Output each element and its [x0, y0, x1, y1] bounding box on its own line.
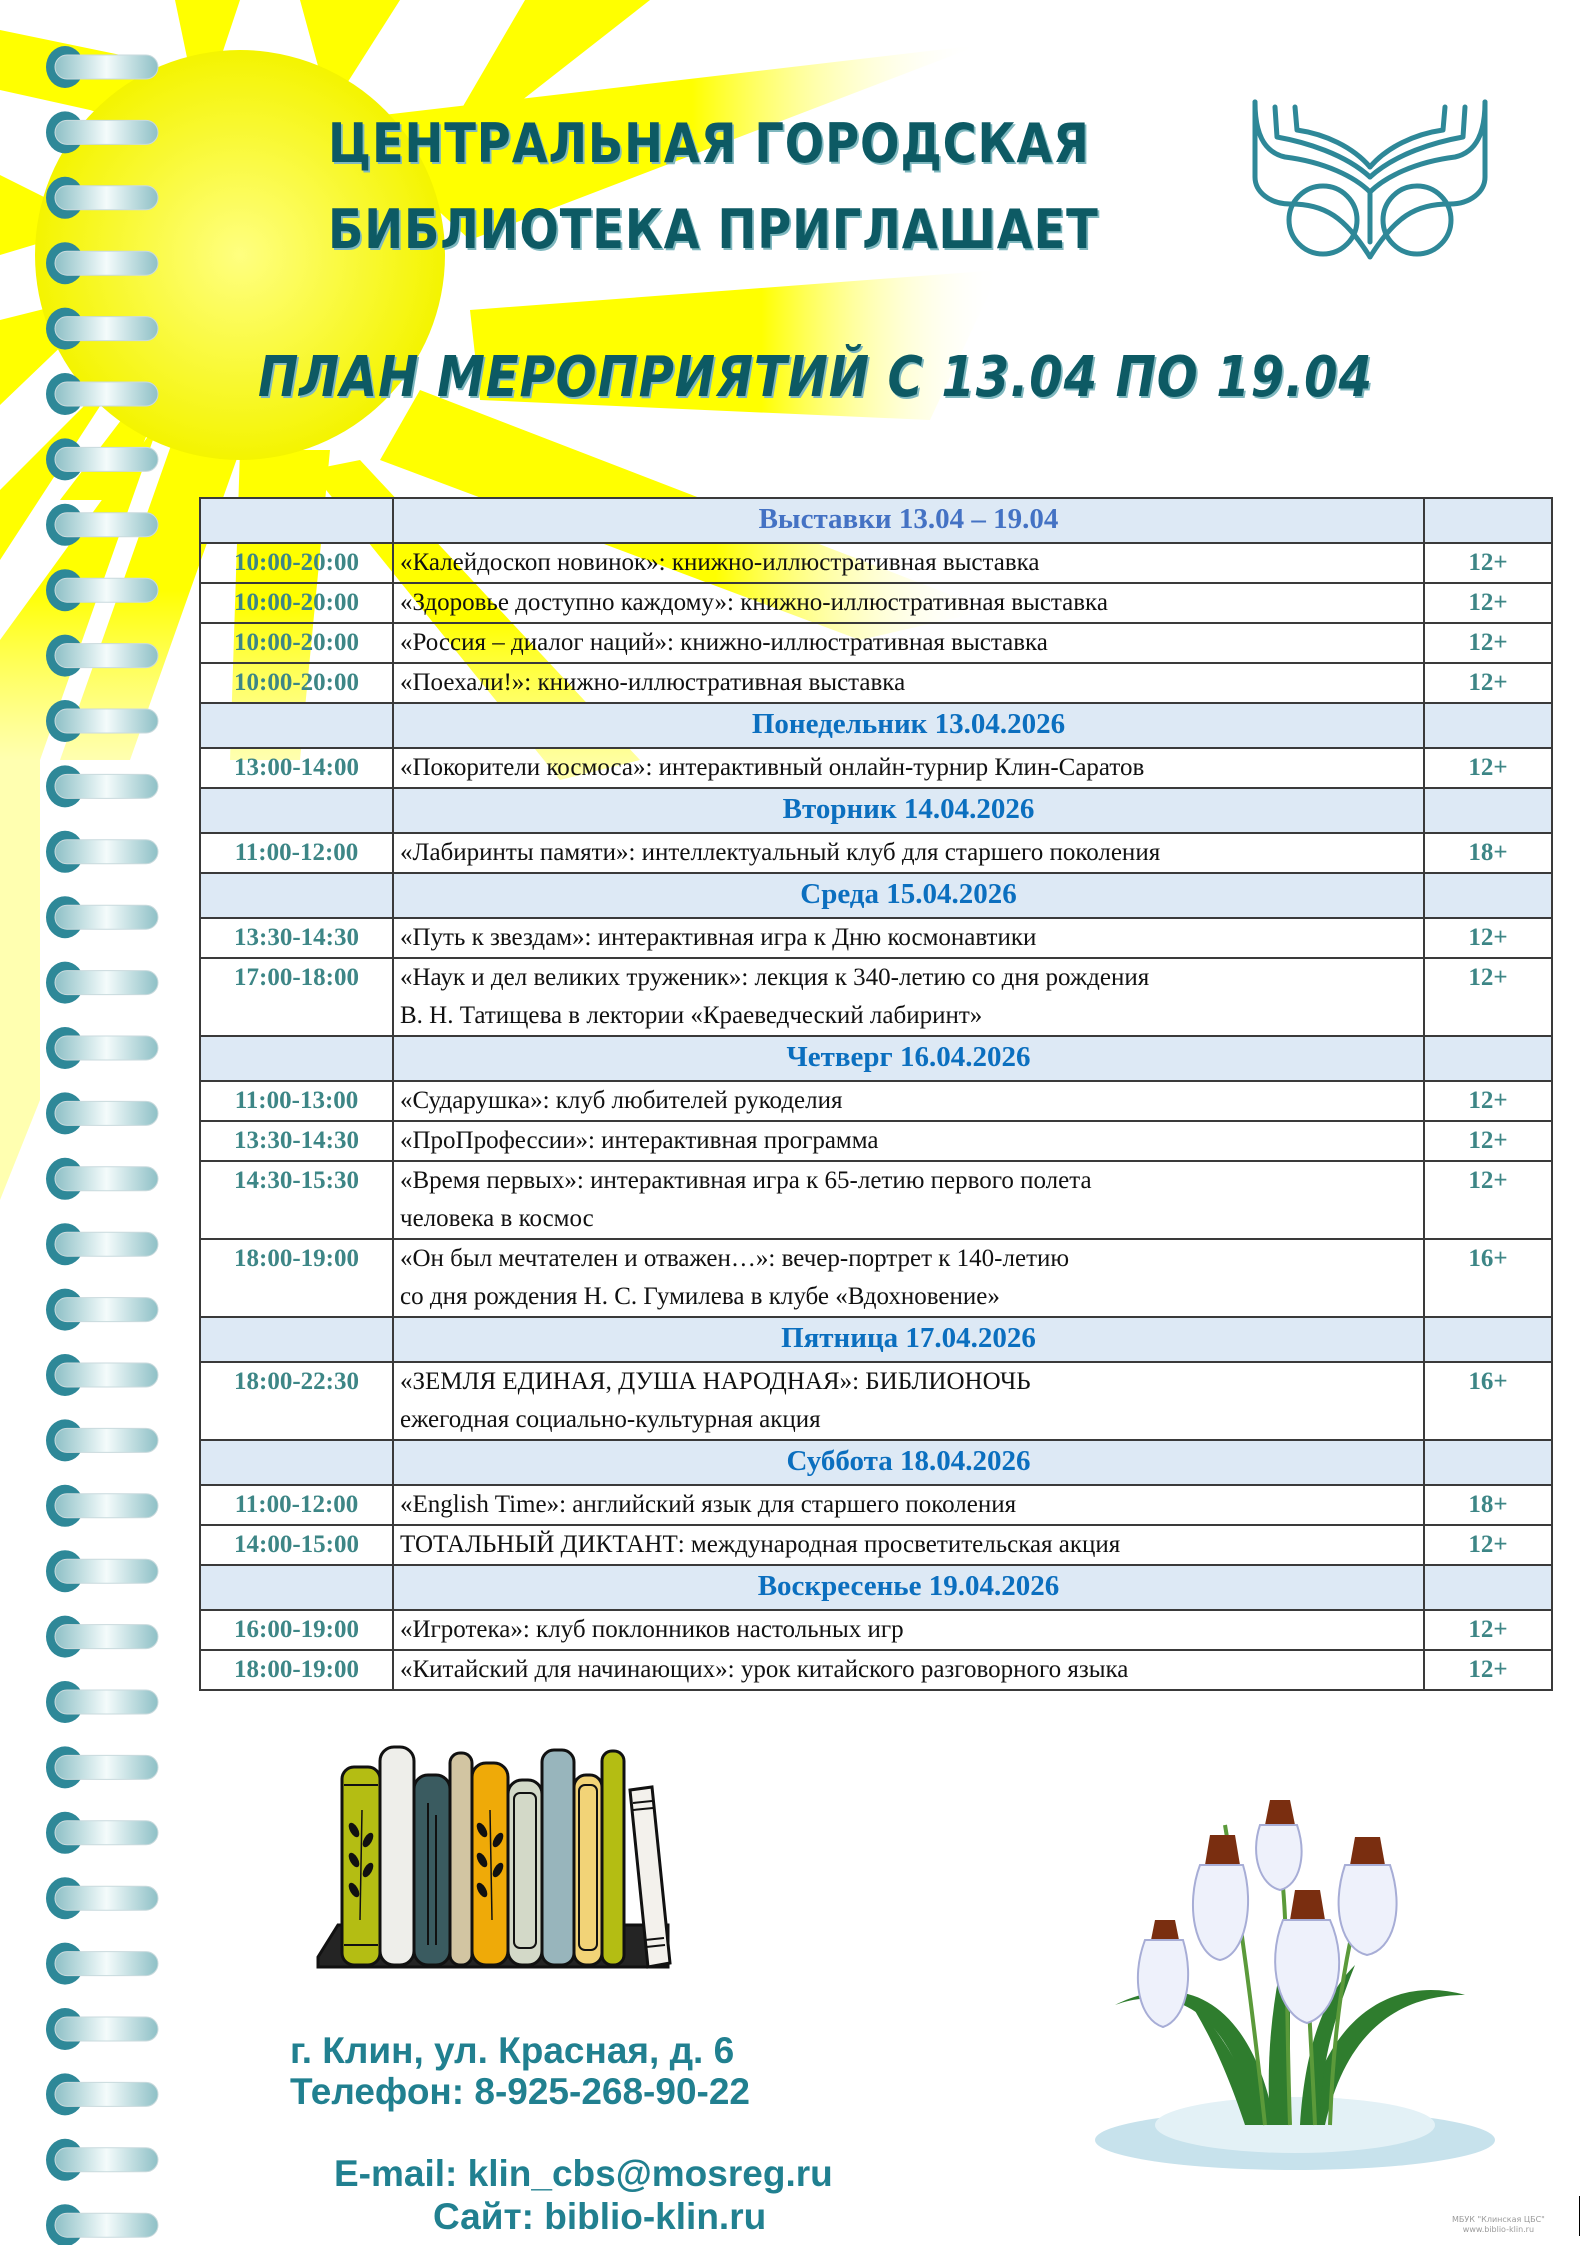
- event-age-rating: 12+: [1424, 663, 1552, 703]
- section-header-empty-cell: [1424, 1565, 1552, 1610]
- spiral-ring-icon: [46, 1158, 158, 1200]
- library-logo-icon: [1245, 92, 1505, 272]
- event-age-rating: 12+: [1424, 583, 1552, 623]
- event-time: 17:00-18:00: [200, 958, 393, 1036]
- bookshelf-illustration-icon: [300, 1735, 800, 2013]
- event-description: [393, 1362, 1424, 1440]
- section-header-row: [200, 1440, 1552, 1485]
- section-heading: Воскресенье 19.04.2026: [393, 1565, 1424, 1610]
- event-description-line: «Время первых»: интерактивная игра к 65-летию первого полета: [400, 1167, 1092, 1194]
- event-description-line: «ЗЕМЛЯ ЕДИНАЯ, ДУША НАРОДНАЯ»: БИБЛИОНОЧЬ: [400, 1368, 1031, 1395]
- spiral-ring-icon: [46, 1419, 158, 1461]
- spiral-ring-icon: [46, 700, 158, 742]
- library-address: г. Клин, ул. Красная, д. 6: [290, 2030, 735, 2071]
- event-description: [393, 833, 1424, 873]
- section-header-row: [200, 498, 1552, 543]
- event-age-rating: 12+: [1424, 1161, 1552, 1239]
- event-row: [200, 1081, 1552, 1121]
- section-header-row: [200, 703, 1552, 748]
- event-row: [200, 1121, 1552, 1161]
- spiral-ring-icon: [46, 569, 158, 611]
- event-description-line: «Путь к звездам»: интерактивная игра к Дню космонавтики: [400, 924, 1037, 951]
- spiral-ring-icon: [46, 1812, 158, 1854]
- event-description-line: «Китайский для начинающих»: урок китайского разговорного языка: [400, 1656, 1129, 1683]
- spiral-ring-icon: [46, 1681, 158, 1723]
- event-description-line: «Здоровье доступно каждому»: книжно-иллюстративная выставка: [400, 589, 1108, 616]
- event-description-line: В. Н. Татищева в лектории «Краеведческий лабиринт»: [400, 1002, 983, 1029]
- section-header-empty-cell: [1424, 873, 1552, 918]
- event-row: [200, 1362, 1552, 1440]
- spiral-ring-icon: [46, 2008, 158, 2050]
- event-row: [200, 833, 1552, 873]
- notebook-spiral-rings-icon: [0, 0, 200, 2245]
- event-time: 16:00-19:00: [200, 1610, 393, 1650]
- page-title-line2: БИБЛИОТЕКА ПРИГЛАШАЕТ: [328, 198, 1099, 261]
- spiral-ring-icon: [46, 831, 158, 873]
- section-heading: Четверг 16.04.2026: [393, 1036, 1424, 1081]
- event-age-rating: 18+: [1424, 1485, 1552, 1525]
- spiral-ring-icon: [46, 962, 158, 1004]
- event-description: [393, 623, 1424, 663]
- event-description-line: «Калейдоскоп новинок»: книжно-иллюстративная выставка: [400, 549, 1040, 576]
- event-row: [200, 623, 1552, 663]
- event-age-rating: 12+: [1424, 623, 1552, 663]
- section-header-empty-cell: [200, 1317, 393, 1362]
- section-header-empty-cell: [200, 498, 393, 543]
- spiral-ring-icon: [46, 177, 158, 219]
- spiral-ring-icon: [46, 504, 158, 546]
- spiral-ring-icon: [46, 1354, 158, 1396]
- event-time: 11:00-12:00: [200, 1485, 393, 1525]
- event-row: [200, 1239, 1552, 1317]
- event-row: [200, 543, 1552, 583]
- spiral-ring-icon: [46, 765, 158, 807]
- event-time: 11:00-12:00: [200, 833, 393, 873]
- event-time: 18:00-22:30: [200, 1362, 393, 1440]
- watermark-line2: www.biblio-klin.ru: [1462, 2225, 1535, 2234]
- event-row: [200, 918, 1552, 958]
- event-age-rating: 12+: [1424, 1121, 1552, 1161]
- event-description-line: «Покорители космоса»: интерактивный онлайн-турнир Клин-Саратов: [400, 754, 1145, 781]
- event-description-line: «ПроПрофессии»: интерактивная программа: [400, 1127, 879, 1154]
- event-time: 18:00-19:00: [200, 1239, 393, 1317]
- event-description-line: «Россия – диалог наций»: книжно-иллюстративная выставка: [400, 629, 1048, 656]
- event-age-rating: 12+: [1424, 543, 1552, 583]
- section-header-empty-cell: [200, 1440, 393, 1485]
- section-heading: Суббота 18.04.2026: [393, 1440, 1424, 1485]
- event-time: 13:00-14:00: [200, 748, 393, 788]
- watermark-line1: МБУК "Клинская ЦБС": [1452, 2215, 1545, 2224]
- section-header-row: [200, 788, 1552, 833]
- schedule-subtitle: ПЛАН МЕРОПРИЯТИЙ С 13.04 ПО 19.04: [258, 345, 1373, 410]
- event-time: 10:00-20:00: [200, 583, 393, 623]
- event-time: 13:30-14:30: [200, 1121, 393, 1161]
- section-heading: Понедельник 13.04.2026: [393, 703, 1424, 748]
- event-description: [393, 1081, 1424, 1121]
- event-description: [393, 1239, 1424, 1317]
- spiral-ring-icon: [46, 1550, 158, 1592]
- event-age-rating: 12+: [1424, 1525, 1552, 1565]
- section-header-empty-cell: [200, 703, 393, 748]
- spiral-ring-icon: [46, 2204, 158, 2245]
- spiral-ring-icon: [46, 373, 158, 415]
- spiral-ring-icon: [46, 1877, 158, 1919]
- spiral-ring-icon: [46, 2073, 158, 2115]
- event-description: [393, 1485, 1424, 1525]
- section-header-empty-cell: [1424, 788, 1552, 833]
- section-header-row: [200, 1317, 1552, 1362]
- event-description-line: «Он был мечтателен и отважен…»: вечер-портрет к 140-летию: [400, 1245, 1070, 1272]
- spiral-ring-icon: [46, 1485, 158, 1527]
- event-description-line: ТОТАЛЬНЫЙ ДИКТАНТ: международная просветительская акция: [400, 1531, 1121, 1558]
- event-time: 10:00-20:00: [200, 623, 393, 663]
- event-row: [200, 1610, 1552, 1650]
- event-age-rating: 12+: [1424, 958, 1552, 1036]
- spiral-ring-icon: [46, 1943, 158, 1985]
- event-age-rating: 12+: [1424, 748, 1552, 788]
- event-description: [393, 748, 1424, 788]
- event-description-line: «Поехали!»: книжно-иллюстративная выставка: [400, 669, 906, 696]
- event-description: [393, 1525, 1424, 1565]
- section-header-empty-cell: [1424, 1440, 1552, 1485]
- spiral-ring-icon: [46, 242, 158, 284]
- events-schedule-table: [199, 497, 1553, 1691]
- watermark-divider: [1579, 2196, 1580, 2236]
- section-header-empty-cell: [200, 1036, 393, 1081]
- watermark: [1452, 2215, 1545, 2235]
- section-header-empty-cell: [200, 873, 393, 918]
- event-row: [200, 1650, 1552, 1690]
- event-age-rating: 18+: [1424, 833, 1552, 873]
- section-header-row: [200, 873, 1552, 918]
- event-row: [200, 748, 1552, 788]
- event-time: 10:00-20:00: [200, 663, 393, 703]
- event-age-rating: 16+: [1424, 1239, 1552, 1317]
- event-row: [200, 1161, 1552, 1239]
- event-description-line: «Лабиринты памяти»: интеллектуальный клуб для старшего поколения: [400, 839, 1161, 866]
- event-description: [393, 583, 1424, 623]
- section-heading: Выставки 13.04 – 19.04: [393, 498, 1424, 543]
- event-age-rating: 12+: [1424, 918, 1552, 958]
- event-age-rating: 12+: [1424, 1610, 1552, 1650]
- section-header-empty-cell: [1424, 498, 1552, 543]
- section-header-empty-cell: [200, 1565, 393, 1610]
- library-email-link[interactable]: E-mail: klin_cbs@mosreg.ru: [334, 2153, 833, 2194]
- spiral-ring-icon: [46, 896, 158, 938]
- event-description-line: «Сударушка»: клуб любителей рукоделия: [400, 1087, 843, 1114]
- spiral-ring-icon: [46, 308, 158, 350]
- spiral-ring-icon: [46, 1223, 158, 1265]
- section-heading: Вторник 14.04.2026: [393, 788, 1424, 833]
- snowdrops-illustration-icon: [1075, 1765, 1515, 2175]
- event-description: [393, 543, 1424, 583]
- section-heading: Среда 15.04.2026: [393, 873, 1424, 918]
- section-heading: Пятница 17.04.2026: [393, 1317, 1424, 1362]
- event-description: [393, 918, 1424, 958]
- event-description: [393, 1161, 1424, 1239]
- spiral-ring-icon: [46, 46, 158, 88]
- event-description-line: человека в космос: [400, 1205, 594, 1232]
- section-header-empty-cell: [1424, 703, 1552, 748]
- event-description-line: «Наук и дел великих труженик»: лекция к 340-летию со дня рождения: [400, 964, 1150, 991]
- event-time: 14:30-15:30: [200, 1161, 393, 1239]
- event-row: [200, 663, 1552, 703]
- spiral-ring-icon: [46, 1616, 158, 1658]
- spiral-ring-icon: [46, 1027, 158, 1069]
- library-phone: Телефон: 8-925-268-90-22: [290, 2071, 751, 2112]
- event-description: [393, 958, 1424, 1036]
- event-row: [200, 583, 1552, 623]
- section-header-empty-cell: [1424, 1317, 1552, 1362]
- event-time: 14:00-15:00: [200, 1525, 393, 1565]
- section-header-row: [200, 1565, 1552, 1610]
- event-description-line: ежегодная социально-культурная акция: [400, 1406, 821, 1433]
- section-header-row: [200, 1036, 1552, 1081]
- event-age-rating: 16+: [1424, 1362, 1552, 1440]
- event-age-rating: 12+: [1424, 1081, 1552, 1121]
- event-age-rating: 12+: [1424, 1650, 1552, 1690]
- event-description: [393, 1610, 1424, 1650]
- event-time: 10:00-20:00: [200, 543, 393, 583]
- section-header-empty-cell: [200, 788, 393, 833]
- spiral-ring-icon: [46, 1746, 158, 1788]
- event-description-line: «Игротека»: клуб поклонников настольных игр: [400, 1616, 904, 1643]
- spiral-ring-icon: [46, 438, 158, 480]
- event-time: 11:00-13:00: [200, 1081, 393, 1121]
- spiral-ring-icon: [46, 1289, 158, 1331]
- event-description: [393, 1650, 1424, 1690]
- spiral-ring-icon: [46, 2139, 158, 2181]
- spiral-ring-icon: [46, 635, 158, 677]
- page-title-line1: ЦЕНТРАЛЬНАЯ ГОРОДСКАЯ: [328, 112, 1090, 175]
- event-row: [200, 1485, 1552, 1525]
- event-row: [200, 1525, 1552, 1565]
- event-description-line: «English Time»: английский язык для старшего поколения: [400, 1491, 1017, 1518]
- spiral-ring-icon: [46, 111, 158, 153]
- section-header-empty-cell: [1424, 1036, 1552, 1081]
- event-description-line: со дня рождения Н. С. Гумилева в клубе «Вдохновение»: [400, 1283, 1000, 1310]
- event-time: 13:30-14:30: [200, 918, 393, 958]
- spiral-ring-icon: [46, 1092, 158, 1134]
- event-description: [393, 1121, 1424, 1161]
- library-website-link[interactable]: Сайт: biblio-klin.ru: [433, 2196, 767, 2237]
- event-description: [393, 663, 1424, 703]
- event-row: [200, 958, 1552, 1036]
- event-time: 18:00-19:00: [200, 1650, 393, 1690]
